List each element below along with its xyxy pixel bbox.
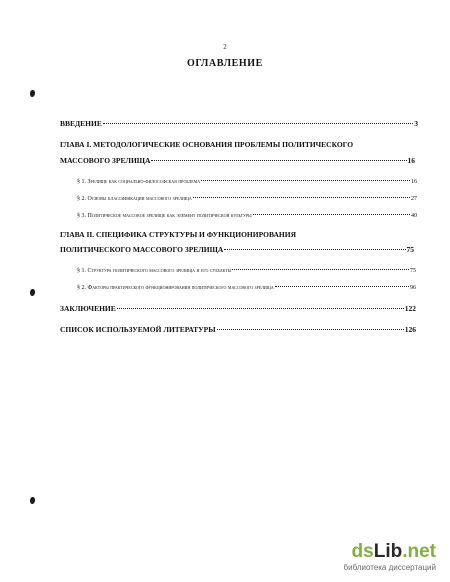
toc-chapter1-line1[interactable]: ГЛАВА I. МЕТОДОЛОГИЧЕСКИЕ ОСНОВАНИЯ ПРОБЛЕМЫ ПОЛИТИЧЕСКОГО	[60, 140, 354, 149]
toc-entry-label: § 2. Основы классификации массового зрелища	[77, 196, 192, 202]
toc-entry-page: 75	[406, 245, 414, 254]
toc-entry-label: § 1. Структура политического массового зрелища и его субъекты	[77, 268, 232, 274]
toc-chapter2-line2[interactable]	[60, 246, 414, 254]
toc-entry-page: 40	[411, 213, 417, 219]
toc-entry-page: 16	[407, 156, 415, 165]
dot-leader	[151, 160, 406, 161]
logo-part-net: .net	[402, 541, 436, 562]
toc-entry-label: ЗАКЛЮЧЕНИЕ	[60, 304, 116, 313]
toc-chapter1-line2[interactable]	[60, 157, 415, 165]
dot-leader	[117, 308, 404, 309]
toc-chapter2-line1[interactable]: ГЛАВА II. СПЕЦИФИКА СТРУКТУРЫ И ФУНКЦИОНИРОВАНИЯ	[60, 230, 296, 239]
toc-entry-page: 96	[410, 285, 416, 291]
dslib-watermark[interactable]	[344, 542, 436, 572]
dot-leader	[275, 286, 409, 287]
toc-section-1-2[interactable]	[77, 195, 417, 203]
toc-entry-label: § 3. Политическое массовое зрелище как элемент политической культуры	[77, 213, 252, 219]
logo-part-ds: ds	[351, 541, 374, 562]
dot-leader	[217, 329, 404, 330]
toc-title: ОГЛАВЛЕНИЕ	[187, 58, 263, 69]
toc-section-1-1[interactable]	[77, 178, 417, 186]
toc-section-2-2[interactable]	[77, 284, 416, 292]
toc-entry-page: 27	[411, 196, 417, 202]
toc-entry-intro[interactable]	[60, 120, 418, 128]
page-number: 2	[223, 43, 227, 51]
dot-leader	[193, 197, 410, 198]
toc-entry-label: § 1. Зрелище как социально-философская проблема	[77, 179, 201, 185]
dslib-logo	[344, 542, 436, 562]
dot-leader	[232, 269, 409, 270]
dot-leader	[103, 123, 413, 124]
dot-leader	[201, 180, 410, 181]
toc-entry-label: СПИСОК ИСПОЛЬЗУЕМОЙ ЛИТЕРАТУРЫ	[60, 325, 216, 334]
toc-entry-label: МАССОВОГО ЗРЕЛИЩА	[60, 156, 151, 165]
toc-entry-page: 126	[404, 325, 416, 334]
toc-section-2-1[interactable]	[77, 267, 416, 275]
dslib-subtitle: библиотека диссертаций	[343, 563, 436, 572]
toc-section-1-3[interactable]	[77, 212, 417, 220]
toc-entry-page: 75	[410, 268, 416, 274]
dot-leader	[253, 214, 410, 215]
toc-entry-page: 3	[414, 119, 418, 128]
toc-entry-label: ВВЕДЕНИЕ	[60, 119, 102, 128]
toc-entry-page: 122	[404, 304, 416, 313]
toc-entry-page: 16	[411, 179, 417, 185]
toc-entry-conclusion[interactable]	[60, 305, 416, 313]
logo-part-lib: Lib	[373, 541, 403, 562]
toc-entry-references[interactable]	[60, 326, 416, 334]
toc-entry-label: § 2. Факторы практического функционирования политического массового зрелища	[77, 285, 274, 291]
dot-leader	[224, 249, 405, 250]
toc-entry-label: ПОЛИТИЧЕСКОГО МАССОВОГО ЗРЕЛИЩА	[60, 245, 224, 254]
